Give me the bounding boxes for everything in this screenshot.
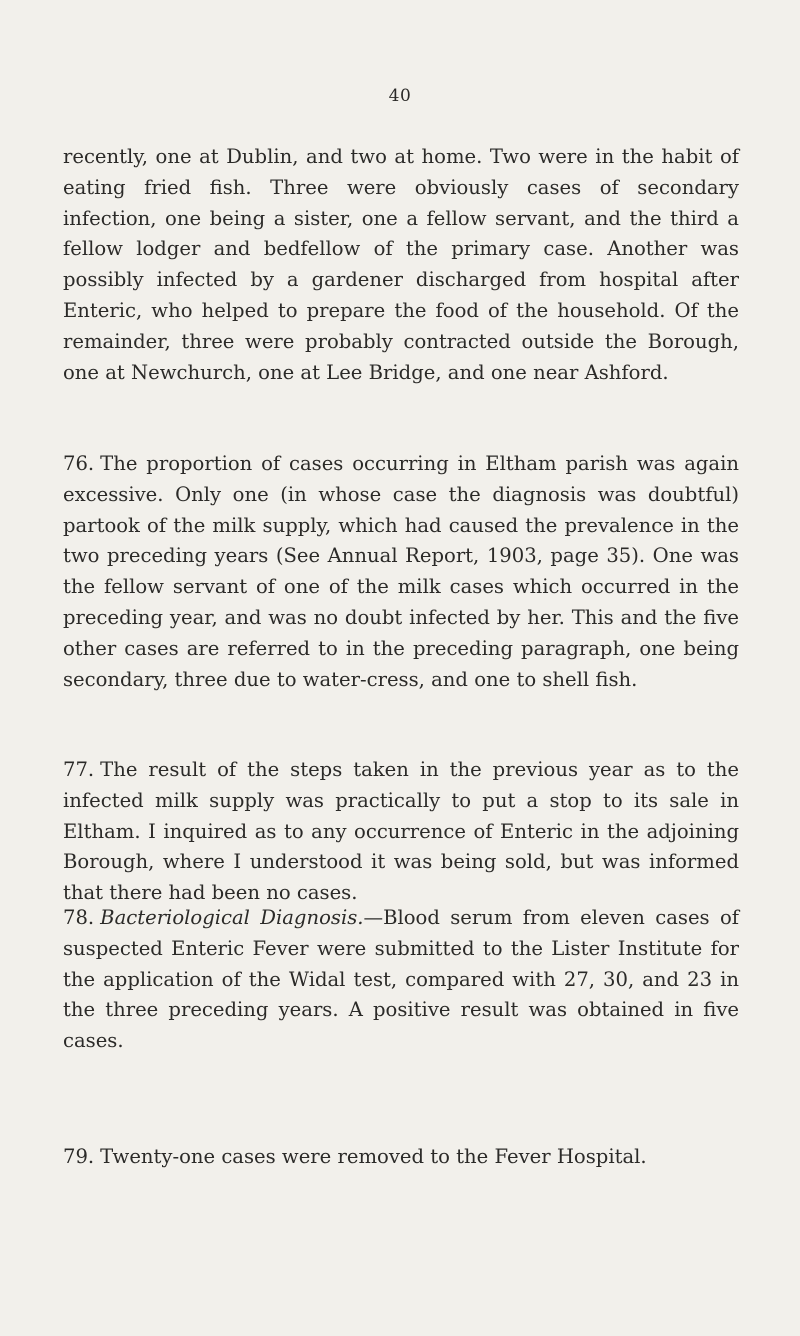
paragraph-text: The proportion of cases occurring in Eltham parish was again excessive. Only one (in whose case the diagnosis was doubtful) partook of the milk supply, which had caused the prevalence in the two preceding years (See Annual Report, 1903, page 35). One was the fellow servant of one of the milk cases which occurred in the preceding year, and was no doubt infected by her. This and the five other cases are referred to in the preceding paragraph, one being secondary, three due to water-cress, and one to shell fish. bbox=[63, 452, 739, 691]
paragraph-number: 79. bbox=[63, 1145, 95, 1168]
paragraph-76 bbox=[63, 449, 739, 695]
paragraph-number: 77. bbox=[63, 758, 95, 781]
paragraph-text: recently, one at Dublin, and two at home. Two were in the habit of eating fried fish. Three were obviously cases of secondary infection, one being a sister, one a fellow servant, and the third a fellow lodger and bedfellow of the primary case. Another was possibly infected by a gardener discharged from hospital after Enteric, who helped to prepare the food of the household. Of the remainder, three were probably contracted outside the Borough, one at Newchurch, one at Lee Bridge, and one near Ashford. bbox=[63, 145, 739, 384]
section-heading: Bacteriological Diagnosis. bbox=[100, 906, 364, 929]
paragraph-79 bbox=[63, 1142, 739, 1173]
paragraph-77 bbox=[63, 755, 739, 909]
paragraph-text: Twenty-one cases were removed to the Fever Hospital. bbox=[100, 1145, 647, 1168]
paragraph-text: —Blood serum from eleven cases of suspected Enteric Fever were submitted to the Lister Institute for the application of the Widal test, compared with 27, 30, and 23 in the three preceding years. A positive result was obtained in five cases. bbox=[63, 906, 739, 1053]
paragraph-number: 76. bbox=[63, 452, 95, 475]
paragraph-78 bbox=[63, 903, 739, 1057]
page-number: 40 bbox=[388, 86, 412, 106]
paragraph-text: The result of the steps taken in the previous year as to the infected milk supply was practically to put a stop to its sale in Eltham. I inquired as to any occurrence of Enteric in the adjoining Borough, where I understood it was being sold, but was informed that there had been no cases. bbox=[63, 758, 739, 905]
paragraph-number: 78. bbox=[63, 906, 95, 929]
paragraph-continuation bbox=[63, 142, 739, 388]
